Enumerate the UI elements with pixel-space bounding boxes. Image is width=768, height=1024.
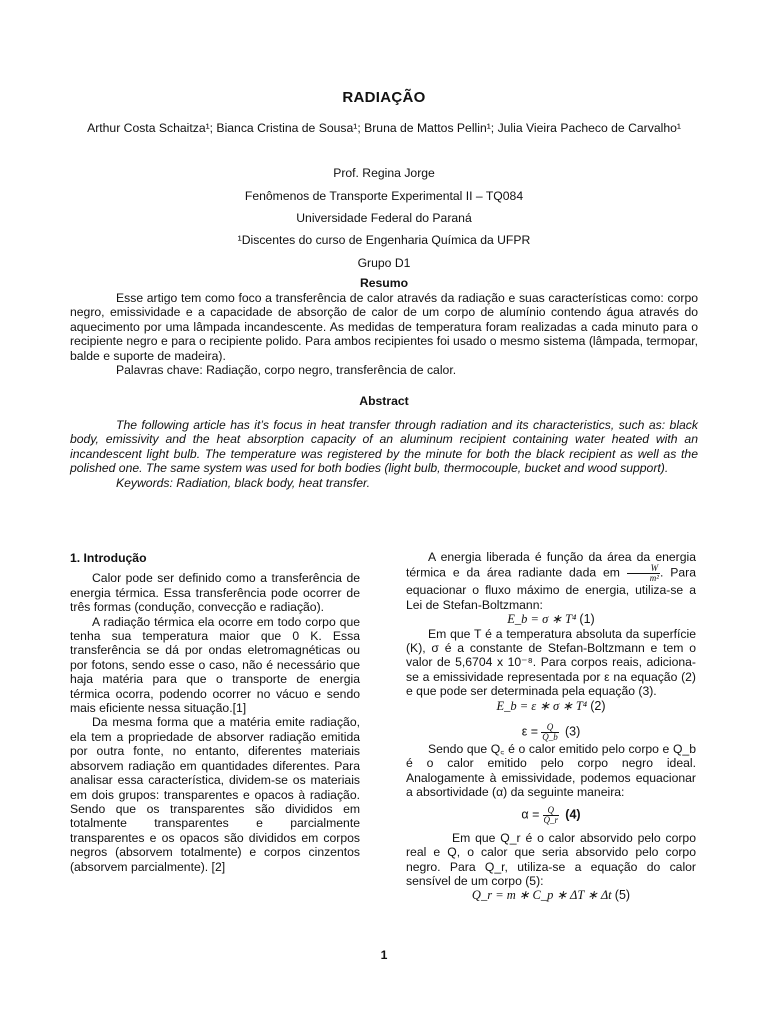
equation-2-number: (2) <box>590 698 606 713</box>
affiliation: ¹Discentes do curso de Engenharia Química da UFPR <box>237 233 531 247</box>
equation-5-number: (5) <box>614 888 631 903</box>
equation-5 <box>406 888 696 902</box>
professor: Prof. Regina Jorge <box>333 166 435 180</box>
equation-4-number: (4) <box>565 807 581 822</box>
energy-text-b: . Para equacionar o fluxo máximo de energia, utiliza-se a Lei de Stefan-Boltzmann: <box>406 566 696 612</box>
equation-2-expr: E_b = ε ∗ σ ∗ T⁴ <box>496 698 588 713</box>
energy-paragraph <box>406 550 696 612</box>
equation-1-expr: E_b = σ ∗ T⁴ <box>507 612 577 627</box>
intro-paragraph-1: Calor pode ser definido como a transferência de energia térmica. Essa transferência pode ocorrer de três formas (condução, convecção e radiação). <box>70 571 360 615</box>
course: Fenômenos de Transporte Experimental II – TQ084 <box>244 189 524 203</box>
left-column <box>70 551 360 874</box>
abstract-keywords: Keywords: Radiation, black body, heat transfer. <box>116 475 371 490</box>
equation-4-fraction <box>543 806 560 825</box>
resumo-body <box>70 291 698 377</box>
unit-denominator: m² <box>649 573 659 584</box>
equation-2 <box>406 699 696 713</box>
university: Universidade Federal do Paraná <box>296 211 472 225</box>
abstract-heading: Abstract <box>359 394 409 408</box>
group: Grupo D1 <box>357 256 411 270</box>
equation-4 <box>406 806 696 825</box>
equation-3-numerator: Q <box>541 723 559 733</box>
equation-4-denominator: Q_r <box>543 814 559 825</box>
equation-3-number: (3) <box>564 724 581 739</box>
energy-text-a: A energia liberada é função da área da energia térmica e da área radiante dada em <box>406 550 696 581</box>
equation-4-lhs: α = <box>521 807 540 822</box>
paper-title: RADIAÇÃO <box>342 89 426 106</box>
resumo-text: Esse artigo tem como foco a transferência de calor através da radiação e suas características como: corpo negro, emissividade e a capacidade de absorção de calor de um corpo de alumínio contendo água através do aquecimento por uma lâmpada incandescente. As medidas de temperatura foram realizadas a cada minuto para o recipiente negro e para o recipiente polido. Para ambos recipientes foi usado o mesmo sistema (lâmpada, termopar, balde e suporte de madeira). <box>70 291 698 363</box>
resumo-keywords: Palavras chave: Radiação, corpo negro, transferência de calor. <box>116 363 457 378</box>
equation-4-numerator: Q <box>543 806 560 816</box>
intro-paragraph-3: Da mesma forma que a matéria emite radiação, ela tem a propriedade de absorver radiação emitida por outra fonte, no entanto, diferentes materiais absorvem radiação em quantidades diferentes. Para analisar essa característica, dividem-se os materiais em dois grupos: transparentes e opacos à radiação. Sendo que os transparentes são divididos em totalmente transparentes e parcialmente transparentes e os opacos são divididos em corpos negros (absorvem totalmente) e corpos cinzentos (absorvem parcialmente). [2] <box>70 715 360 874</box>
equation-5-expr: Q_r = m ∗ C_p ∗ ΔT ∗ Δt <box>471 888 612 903</box>
abstract-body <box>70 418 698 490</box>
right-column <box>406 550 696 903</box>
emission-paragraph: Sendo que Q꜀ é o calor emitido pelo corpo e Q_b é o calor emitido pelo corpo negro ideal. Analogamente à emissividade, podemos equacionar a absortividade (α) da seguinte maneira: <box>406 742 696 800</box>
intro-heading: 1. Introdução <box>70 551 147 565</box>
equation-1-number: (1) <box>579 612 595 627</box>
page-number: 1 <box>380 948 388 962</box>
resumo-heading: Resumo <box>359 276 409 290</box>
unit-fraction <box>627 564 660 583</box>
equation-3 <box>406 723 696 742</box>
equation-3-fraction <box>541 723 559 742</box>
unit-numerator: W <box>627 564 660 574</box>
equation-1 <box>406 612 696 626</box>
author-list: Arthur Costa Schaitza¹; Bianca Cristina de Sousa¹; Bruna de Mattos Pellin¹; Julia Vieira Pacheco de Carvalho¹ <box>87 121 681 135</box>
abstract-text: The following article has it’s focus in heat transfer through radiation and its characteristics, such as: black body, emissivity and the heat absorption capacity of an aluminum recipient containing water heated with an incandescent light bulb. The temperature was registered by the minute for both the black recipient as well as the polished one. The same system was used for both bodies (light bulb, thermocouple, bucket and wood support). <box>70 418 698 476</box>
equation-3-lhs: ε = <box>521 724 539 739</box>
stefan-paragraph: Em que T é a temperatura absoluta da superfície (K), σ é a constante de Stefan-Boltzmann e tem o valor de 5,6704 x 10⁻⁸. Para corpos reais, adiciona-se a emissividade representada por ε na equação (2) e que pode ser determinada pela equação (3). <box>406 626 696 699</box>
absorption-paragraph: Em que Q_r é o calor absorvido pelo corpo real e Q, o calor que seria absorvido pelo corpo negro. Para Q_r, utiliza-se a equação do calor sensível de um corpo (5): <box>406 830 696 888</box>
equation-3-denominator: Q_b <box>542 732 558 743</box>
intro-paragraph-2: A radiação térmica ela ocorre em todo corpo que tenha sua temperatura maior que 0 K. Essa transferência se dá por ondas eletromagnéticas ou por fotons, sendo esse o caso, não é necessário que haja matéria para que o transporte de energia térmica ocorra, podendo ocorrer no vácuo e sendo mais eficiente nessa situação.[1] <box>70 614 360 716</box>
